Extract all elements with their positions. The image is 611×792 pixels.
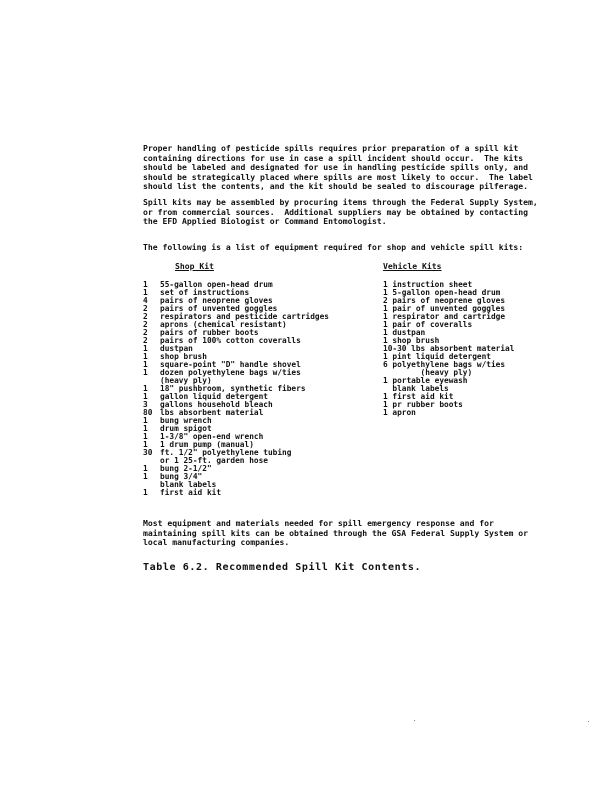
- item-description: dustpan: [160, 344, 193, 353]
- paragraph-line: Proper handling of pesticide spills requires prior preparation of a spill kit: [143, 143, 519, 153]
- item-quantity: 1: [143, 424, 148, 433]
- paragraph-line: or from commercial sources. Additional suppliers may be obtained by contacting: [143, 206, 528, 217]
- paragraph-line: should be strategically placed where spills are most likely to occur. The label: [143, 171, 533, 182]
- vehicle-kit-item: 1 portable eyewash: [383, 376, 468, 385]
- item-description: square-point "D" handle shovel: [160, 360, 301, 369]
- shop-kit-list: [143, 281, 373, 497]
- item-description: blank labels: [160, 480, 217, 489]
- vehicle-kits-list: [383, 281, 514, 417]
- item-description: pairs of neoprene gloves: [160, 296, 273, 305]
- item-quantity: 2: [143, 336, 148, 345]
- item-description: drum spigot: [160, 424, 212, 433]
- vehicle-kit-item: 1 5-gallon open-head drum: [383, 288, 501, 297]
- item-description: set of instructions: [160, 288, 250, 297]
- item-description: (heavy ply): [160, 376, 212, 385]
- vehicle-kit-item: 1 apron: [383, 408, 416, 417]
- item-quantity: 2: [143, 320, 148, 329]
- shop-kit-item: [143, 489, 373, 497]
- item-description: bung 3/4": [160, 472, 203, 481]
- item-description: bung wrench: [160, 416, 212, 425]
- vehicle-kits-heading: Vehicle Kits: [383, 261, 442, 271]
- vehicle-kit-item: 10-30 lbs absorbent material: [383, 344, 515, 353]
- item-quantity: 1: [143, 392, 148, 401]
- item-quantity: 1: [143, 472, 148, 481]
- closing-paragraph: [143, 519, 528, 548]
- list-intro: The following is a list of equipment required for shop and vehicle spill kits:: [143, 242, 524, 252]
- item-description: 1 drum pump (manual): [160, 440, 254, 449]
- item-quantity: 2: [143, 328, 148, 337]
- paragraph-line: Spill kits may be assembled by procuring items through the Federal Supply System,: [143, 197, 538, 207]
- vehicle-kit-item: (heavy ply): [383, 368, 473, 377]
- item-description: gallon liquid detergent: [160, 392, 268, 401]
- vehicle-kit-item: blank labels: [383, 384, 449, 393]
- item-quantity: 1: [143, 368, 148, 377]
- item-quantity: 1: [143, 432, 148, 441]
- item-quantity: 30: [143, 448, 153, 457]
- item-description: 1-3/8" open-end wrench: [160, 432, 264, 441]
- paragraph-line: should list the contents, and the kit should be sealed to discourage pilferage.: [143, 181, 528, 192]
- item-description: 55-gallon open-head drum: [160, 280, 273, 289]
- item-description: pairs of rubber boots: [160, 328, 259, 337]
- item-quantity: 1: [143, 344, 148, 353]
- paragraph-line: the EFD Applied Biologist or Command Entomologist.: [143, 216, 387, 227]
- vehicle-kit-item: 1 pair of unvented goggles: [383, 304, 506, 313]
- item-description: aprons (chemical resistant): [160, 320, 287, 329]
- item-description: ft. 1/2" polyethylene tubing: [160, 448, 292, 457]
- item-description: respirators and pesticide cartridges: [160, 312, 329, 321]
- item-quantity: 2: [143, 312, 148, 321]
- paragraph-line: local manufacturing companies.: [143, 537, 290, 548]
- item-quantity: 1: [143, 384, 148, 393]
- item-description: shop brush: [160, 352, 207, 361]
- vehicle-kit-item: 1 pr rubber boots: [383, 400, 463, 409]
- vehicle-kit-item: 1 instruction sheet: [383, 280, 473, 289]
- vehicle-kit-item: 1 dustpan: [383, 328, 426, 337]
- item-quantity: 1: [143, 360, 148, 369]
- vehicle-kit-item: 1 shop brush: [383, 336, 440, 345]
- paragraph-line: maintaining spill kits can be obtained through the GSA Federal Supply System or: [143, 527, 528, 538]
- item-description: gallons household bleach: [160, 400, 273, 409]
- intro-paragraph: [143, 144, 533, 192]
- item-description: pairs of unvented goggles: [160, 304, 278, 313]
- table-title: Table 6.2. Recommended Spill Kit Contents.: [143, 562, 422, 573]
- paragraph-line: containing directions for use in case a spill incident should occur. The kits: [143, 152, 524, 163]
- item-quantity: 4: [143, 296, 148, 305]
- item-quantity: 80: [143, 408, 153, 417]
- item-quantity: 1: [143, 352, 148, 361]
- item-quantity: 1: [143, 416, 148, 425]
- item-description: 18" pushbroom, synthetic fibers: [160, 384, 306, 393]
- item-quantity: 1: [143, 464, 148, 473]
- item-quantity: 1: [143, 288, 148, 297]
- item-description: dozen polyethylene bags w/ties: [160, 368, 301, 377]
- vehicle-kit-item: 1 pint liquid detergent: [383, 352, 491, 361]
- item-description: first aid kit: [160, 488, 222, 497]
- vehicle-kit-item: 1 pair of coveralls: [383, 320, 473, 329]
- shop-kit-heading: Shop Kit: [175, 261, 214, 271]
- vehicle-kit-item: 1 respirator and cartridge: [383, 312, 506, 321]
- suppliers-paragraph: [143, 198, 538, 227]
- item-description: or 1 25-ft. garden hose: [160, 456, 268, 465]
- item-quantity: 3: [143, 400, 148, 409]
- vehicle-kit-item: 6 polyethylene bags w/ties: [383, 360, 506, 369]
- paragraph-line: should be labeled and designated for use in handling pesticide spills only, and: [143, 162, 528, 173]
- paragraph-line: Most equipment and materials needed for spill emergency response and for: [143, 518, 494, 528]
- vehicle-kit-item: 2 pairs of neoprene gloves: [383, 296, 506, 305]
- item-quantity: 1: [143, 440, 148, 449]
- item-quantity: 1: [143, 488, 148, 497]
- item-description: lbs absorbent material: [160, 408, 264, 417]
- scan-speck: [414, 720, 415, 721]
- vehicle-kit-item: 1 first aid kit: [383, 392, 454, 401]
- scan-speck: [588, 721, 589, 722]
- item-quantity: 1: [143, 280, 148, 289]
- item-quantity: 2: [143, 304, 148, 313]
- item-description: bung 2-1/2": [160, 464, 212, 473]
- item-description: pairs of 100% cotton coveralls: [160, 336, 301, 345]
